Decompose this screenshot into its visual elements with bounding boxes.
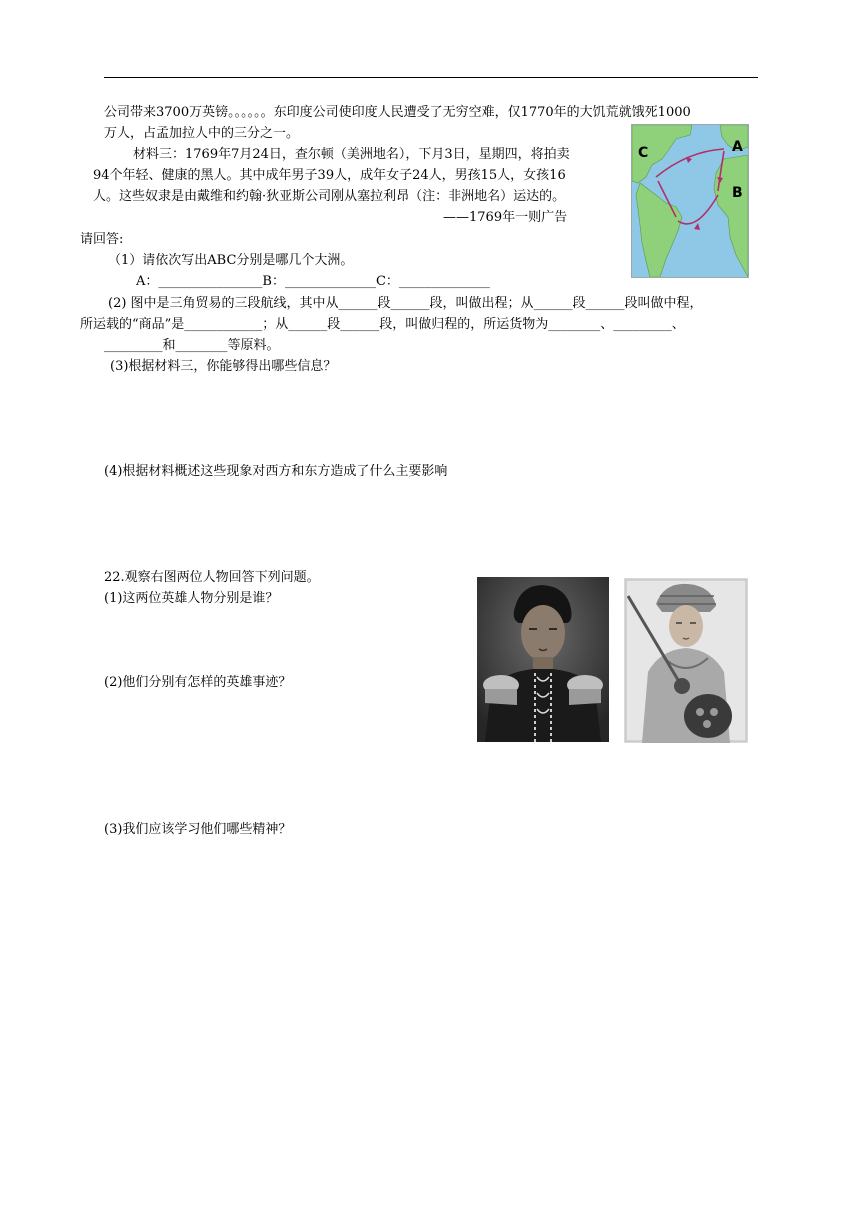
material2-line2: 万人，占孟加拉人中的三分之一。	[104, 126, 300, 141]
triangle-trade-map	[631, 124, 749, 278]
header-rule	[104, 77, 758, 78]
material3-line3: 人。这些奴隶是由戴维和约翰·狄亚斯公司刚从塞拉利昂（注：非洲地名）运达的。	[93, 189, 566, 204]
q21-prompt: 请回答:	[80, 232, 124, 247]
q21-question-2-line2: 所运载的“商品”是____________；从______段______段，叫做归程的，所运货物为________、_________、	[80, 317, 685, 332]
q22-title: 22.观察右图两位人物回答下列问题。	[104, 570, 320, 585]
q21-question-1-blanks: A：________________B：______________C：______________	[136, 274, 490, 289]
map-label-a: A	[732, 139, 743, 155]
africa-land	[714, 155, 748, 277]
portrait-male-drawing	[477, 577, 609, 742]
map-drawing	[632, 125, 748, 277]
material3-line1: 材料三：1769年7月24日，查尔顿（美洲地名），下月3日，星期四，将拍卖	[133, 147, 570, 162]
portrait-female-hero	[624, 578, 748, 743]
map-label-c: C	[638, 145, 649, 161]
q21-question-4: (4)根据材料概述这些现象对西方和东方造成了什么主要影响	[104, 464, 448, 479]
portrait-male-hero	[477, 577, 609, 742]
route-arrow-1	[686, 157, 692, 163]
map-label-b: B	[732, 185, 743, 201]
q21-question-2-line3: _________和________等原料。	[104, 338, 280, 353]
portrait-female-drawing	[624, 578, 748, 743]
q21-question-3: (3)根据材料三，你能够得出哪些信息？	[110, 359, 337, 374]
q21-question-2-line1: (2) 图中是三角贸易的三段航线，其中从______段______段，叫做出程；从______段______段叫做中程，	[108, 296, 703, 311]
material2-line1: 公司带来3700万英镑。。。。。。东印度公司使印度人民遭受了无穷空难，仅1770年的大饥荒就饿死1000	[104, 105, 691, 120]
q21-question-1: （1）请依次写出ABC分别是哪几个大洲。	[108, 253, 354, 268]
material3-line2: 94个年轻、健康的黑人。其中成年男子39人，成年女子24人，男孩15人，女孩16	[93, 168, 566, 183]
material3-source: ——1769年一则广告	[443, 210, 568, 225]
route-arrow-3	[694, 223, 700, 230]
q22-question-1: (1)这两位英雄人物分别是谁？	[104, 591, 279, 606]
q22-question-2: (2)他们分别有怎样的英雄事迹？	[104, 675, 292, 690]
south-america-land	[636, 183, 682, 277]
q22-question-3: (3)我们应该学习他们哪些精神？	[104, 822, 292, 837]
route-middle-passage	[678, 195, 718, 224]
